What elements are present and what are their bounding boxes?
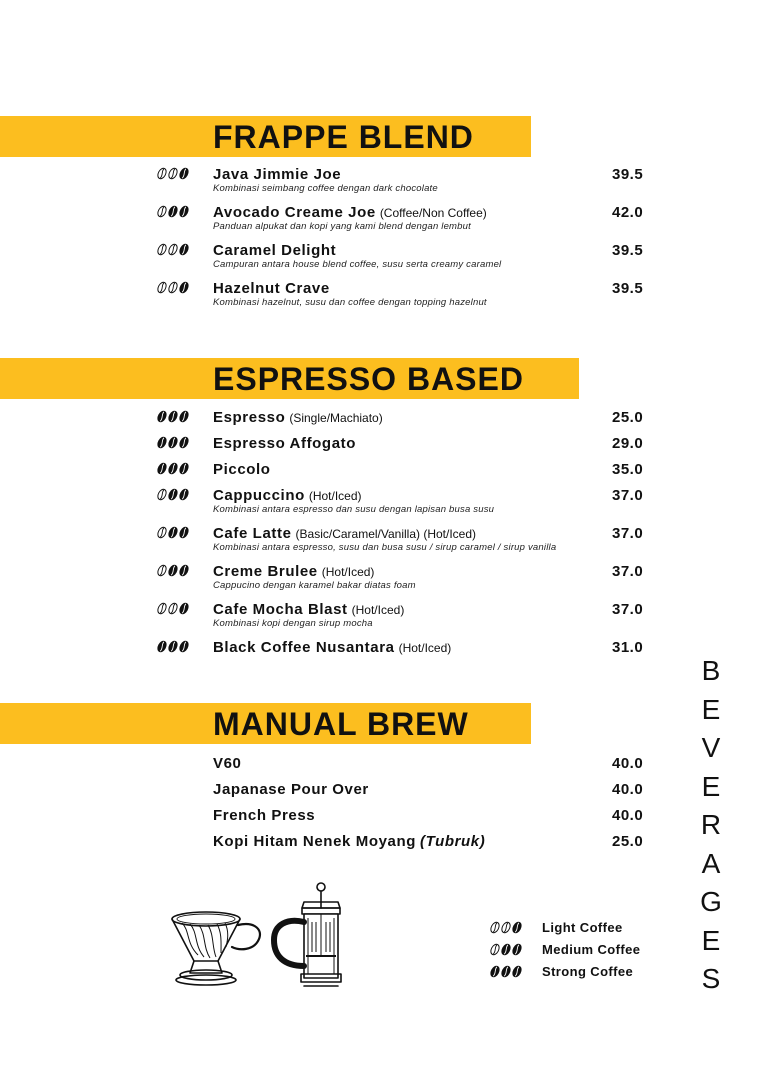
item-price: 25.0 [612,409,644,426]
filled-bean-icon [179,205,189,218]
outline-bean-icon [157,602,167,615]
item-price: 39.5 [612,242,644,259]
outline-bean-icon [501,921,511,934]
item-price: 40.0 [612,781,644,798]
outline-bean-icon [168,602,178,615]
strength-beans-icon [157,564,189,577]
strength-beans-icon [157,488,189,501]
outline-bean-icon [157,205,167,218]
filled-bean-icon [168,462,178,475]
filled-bean-icon [490,965,500,978]
filled-bean-icon [179,602,189,615]
item-price: 40.0 [612,807,644,824]
frappe-section-banner [0,116,531,157]
item-name: Japanase Pour Over [213,781,369,798]
filled-bean-icon [179,281,189,294]
v60-dripper-illustration [168,905,266,987]
filled-bean-icon [512,965,522,978]
item-price: 40.0 [612,755,644,772]
item-name: French Press [213,807,316,824]
item-name: Piccolo [213,461,271,478]
item-description: Cappucino dengan karamel bakar diatas foam [213,580,416,591]
item-note: (Tubruk) [420,833,486,850]
item-price: 35.0 [612,461,644,478]
section-title: MANUAL BREW [213,706,469,742]
item-description: Kombinasi kopi dengan sirup mocha [213,618,373,629]
french-press-illustration [268,882,350,994]
strength-beans-icon [490,921,522,934]
filled-bean-icon [179,243,189,256]
item-name: Cafe Latte (Basic/Caramel/Vanilla) (Hot/Iced) [213,525,477,542]
item-price: 39.5 [612,280,644,297]
legend-label: Light Coffee [542,920,623,935]
item-variant: (Coffee/Non Coffee) [379,206,487,220]
filled-bean-icon [179,564,189,577]
filled-bean-icon [512,943,522,956]
strength-beans-icon [490,943,522,956]
strength-beans-icon [157,167,189,180]
item-name: Espresso (Single/Machiato) [213,409,383,426]
title-letter: V [701,732,721,763]
item-price: 37.0 [612,563,644,580]
title-letter: S [701,963,721,994]
item-description: Campuran antara house blend coffee, susu serta creamy caramel [213,259,502,270]
title-letter: E [701,693,721,725]
section-title: FRAPPE BLEND [213,119,474,155]
outline-bean-icon [157,526,167,539]
filled-bean-icon [168,564,178,577]
strength-beans-icon [157,281,189,294]
item-name: Caramel Delight [213,242,337,259]
legend-label: Medium Coffee [542,942,641,957]
item-price: 39.5 [612,166,644,183]
item-variant: (Hot/Iced) [398,641,452,655]
item-name: Avocado Creame Joe (Coffee/Non Coffee) [213,204,487,221]
outline-bean-icon [168,167,178,180]
outline-bean-icon [157,488,167,501]
manual-brew-section-banner [0,703,531,744]
title-letter: E [701,770,721,802]
legend-row-light [490,920,690,936]
item-name: Cafe Mocha Blast (Hot/Iced) [213,601,405,618]
strength-beans-icon [157,526,189,539]
filled-bean-icon [168,488,178,501]
filled-bean-icon [168,436,178,449]
item-price: 42.0 [612,204,644,221]
strength-beans-icon [157,436,189,449]
item-price: 31.0 [612,639,644,656]
filled-bean-icon [512,921,522,934]
filled-bean-icon [179,167,189,180]
title-letter: A [701,847,721,879]
filled-bean-icon [179,640,189,653]
item-variant: (Single/Machiato) [289,411,383,425]
filled-bean-icon [179,436,189,449]
filled-bean-icon [179,462,189,475]
item-price: 37.0 [612,601,644,618]
item-variant: (Hot/Iced) [308,489,362,503]
title-letter: E [701,924,721,956]
filled-bean-icon [501,965,511,978]
strength-beans-icon [157,462,189,475]
filled-bean-icon [179,526,189,539]
filled-bean-icon [168,205,178,218]
item-name: Creme Brulee (Hot/Iced) [213,563,375,580]
item-name: Kopi Hitam Nenek Moyang (Tubruk) [213,833,486,850]
legend-row-strong [490,964,690,980]
item-variant: (Hot/Iced) [321,565,375,579]
filled-bean-icon [179,410,189,423]
title-letter: G [700,886,722,917]
filled-bean-icon [168,640,178,653]
item-price: 25.0 [612,833,644,850]
strength-beans-icon [157,640,189,653]
item-price: 37.0 [612,487,644,504]
strength-beans-icon [157,410,189,423]
item-name: Hazelnut Crave [213,280,330,297]
outline-bean-icon [157,167,167,180]
title-letter: B [701,655,721,686]
strength-beans-icon [157,205,189,218]
item-description: Panduan alpukat dan kopi yang kami blend dengan lembut [213,221,471,232]
item-variant: (Basic/Caramel/Vanilla) (Hot/Iced) [295,527,477,541]
item-name: Black Coffee Nusantara (Hot/Iced) [213,639,452,656]
outline-bean-icon [168,243,178,256]
vertical-page-title [696,652,726,999]
filled-bean-icon [157,436,167,449]
legend-row-medium [490,942,690,958]
outline-bean-icon [157,281,167,294]
filled-bean-icon [168,526,178,539]
item-name: V60 [213,755,242,772]
item-name: Java Jimmie Joe [213,166,342,183]
section-title: ESPRESSO BASED [213,361,524,397]
item-description: Kombinasi antara espresso dan susu dengan lapisan busa susu [213,504,495,515]
espresso-section-banner [0,358,579,399]
item-name: Espresso Affogato [213,435,356,452]
item-price: 29.0 [612,435,644,452]
filled-bean-icon [179,488,189,501]
item-variant: (Hot/Iced) [351,603,405,617]
item-description: Kombinasi antara espresso, susu dan busa susu / sirup caramel / sirup vanilla [213,542,557,553]
strength-beans-icon [490,965,522,978]
outline-bean-icon [157,564,167,577]
filled-bean-icon [157,462,167,475]
item-name: Cappuccino (Hot/Iced) [213,487,362,504]
outline-bean-icon [168,281,178,294]
outline-bean-icon [490,921,500,934]
strength-beans-icon [157,602,189,615]
item-description: Kombinasi seimbang coffee dengan dark chocolate [213,183,438,194]
title-letter: R [700,809,722,840]
item-price: 37.0 [612,525,644,542]
item-description: Kombinasi hazelnut, susu dan coffee dengan topping hazelnut [213,297,487,308]
filled-bean-icon [157,410,167,423]
filled-bean-icon [501,943,511,956]
outline-bean-icon [490,943,500,956]
outline-bean-icon [157,243,167,256]
legend-label: Strong Coffee [542,964,634,979]
filled-bean-icon [168,410,178,423]
filled-bean-icon [157,640,167,653]
strength-beans-icon [157,243,189,256]
